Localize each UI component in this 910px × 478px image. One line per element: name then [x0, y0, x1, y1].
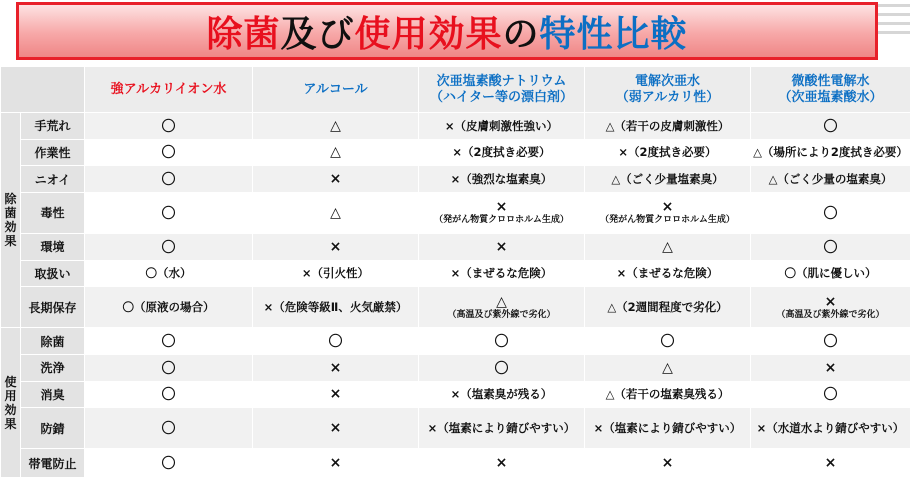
title-banner — [16, 2, 878, 60]
row-label: 消臭 — [21, 381, 85, 408]
row-label: 防錆 — [21, 408, 85, 449]
table-cell: △（若干の塩素臭残る） — [585, 381, 751, 408]
table-row — [1, 328, 910, 355]
group-label-usage: 使 用 効 果 — [1, 328, 21, 478]
row-label: 取扱い — [21, 260, 85, 287]
table-cell: 〇 — [751, 233, 910, 260]
table-cell: △（ごく少量の塩素臭） — [751, 166, 910, 193]
table-cell: 〇 — [585, 328, 751, 355]
table-cell: × — [253, 166, 419, 193]
table-cell: ×（2度拭き必要） — [585, 139, 751, 166]
table-cell: △ （高温及び紫外線で劣化） — [419, 287, 585, 328]
table-cell: × — [751, 449, 910, 478]
row-label: 帯電防止 — [21, 449, 85, 478]
row-label: 洗浄 — [21, 354, 85, 381]
group-label-disinfection: 除 菌 効 果 — [1, 113, 21, 328]
table-cell: × （発がん物質クロロホルム生成） — [419, 192, 585, 233]
table-cell: × （発がん物質クロロホルム生成） — [585, 192, 751, 233]
table-cell: × — [253, 354, 419, 381]
table-cell: 〇 — [253, 328, 419, 355]
table-cell: △（2週間程度で劣化） — [585, 287, 751, 328]
table-cell: ×（危険等級Ⅱ、火気厳禁） — [253, 287, 419, 328]
table-cell: 〇 — [85, 233, 253, 260]
table-cell: 〇（水） — [85, 260, 253, 287]
table-cell: × — [585, 449, 751, 478]
table-cell: 〇 — [85, 139, 253, 166]
row-label: ニオイ — [21, 166, 85, 193]
header-col2: アルコール — [253, 67, 419, 113]
table-cell: △（若干の皮膚刺激性） — [585, 113, 751, 140]
table-cell: 〇 — [85, 449, 253, 478]
table-row — [1, 166, 910, 193]
table-row — [1, 192, 910, 233]
table-cell: ×（2度拭き必要） — [419, 139, 585, 166]
table-cell: × — [253, 381, 419, 408]
table-cell: ×（強烈な塩素臭） — [419, 166, 585, 193]
table-row — [1, 260, 910, 287]
table-cell: 〇 — [85, 408, 253, 449]
table-cell: ×（塩素により錆びやすい） — [419, 408, 585, 449]
table-cell: 〇（原液の場合） — [85, 287, 253, 328]
table-cell: 〇 — [85, 354, 253, 381]
table-cell: × — [419, 233, 585, 260]
table-cell: ×（塩素臭が残る） — [419, 381, 585, 408]
row-label: 作業性 — [21, 139, 85, 166]
table-cell: 〇（肌に優しい） — [751, 260, 910, 287]
table-cell: 〇 — [85, 113, 253, 140]
table-cell: × （高温及び紫外線で劣化） — [751, 287, 910, 328]
table-cell: × — [419, 449, 585, 478]
header-col5: 微酸性電解水 （次亜塩素酸水） — [751, 67, 910, 113]
table-row — [1, 113, 910, 140]
table-cell: ×（まぜるな危険） — [419, 260, 585, 287]
row-label: 環境 — [21, 233, 85, 260]
table-cell: △ — [253, 192, 419, 233]
table-cell: △（ごく少量塩素臭） — [585, 166, 751, 193]
table-cell: 〇 — [419, 328, 585, 355]
table-cell: ×（引火性） — [253, 260, 419, 287]
decorative-lines — [878, 4, 910, 64]
header-corner — [1, 67, 85, 113]
table-cell: 〇 — [751, 328, 910, 355]
table-cell: △ — [253, 139, 419, 166]
table-row — [1, 381, 910, 408]
table-row — [1, 139, 910, 166]
table-cell: × — [253, 408, 419, 449]
table-row — [1, 233, 910, 260]
row-label: 除菌 — [21, 328, 85, 355]
header-row — [1, 67, 910, 113]
page-title: 除菌及び使用効果の特性比較 — [206, 13, 688, 55]
table-cell: × — [253, 449, 419, 478]
table-cell: ×（皮膚刺激性強い） — [419, 113, 585, 140]
header-col3: 次亜塩素酸ナトリウム （ハイター等の漂白剤） — [419, 67, 585, 113]
table-cell: 〇 — [85, 166, 253, 193]
table-cell: 〇 — [419, 354, 585, 381]
table-row — [1, 354, 910, 381]
table-row — [1, 408, 910, 449]
table-cell: 〇 — [85, 328, 253, 355]
row-label: 手荒れ — [21, 113, 85, 140]
table-cell: ×（まぜるな危険） — [585, 260, 751, 287]
table-cell: 〇 — [85, 192, 253, 233]
table-row — [1, 449, 910, 478]
table-cell: 〇 — [85, 381, 253, 408]
table-cell: △ — [585, 354, 751, 381]
row-label: 毒性 — [21, 192, 85, 233]
table-row — [1, 287, 910, 328]
table-cell: 〇 — [751, 192, 910, 233]
table-cell: ×（水道水より錆びやすい） — [751, 408, 910, 449]
table-cell: ×（塩素により錆びやすい） — [585, 408, 751, 449]
table-cell: △（場所により2度拭き必要） — [751, 139, 910, 166]
table-cell: × — [751, 354, 910, 381]
table-cell: △ — [253, 113, 419, 140]
table-cell: 〇 — [751, 113, 910, 140]
table-cell: 〇 — [751, 381, 910, 408]
comparison-table — [0, 66, 910, 478]
table-cell: △ — [585, 233, 751, 260]
table-cell: × — [253, 233, 419, 260]
header-col4: 電解次亜水 （弱アルカリ性） — [585, 67, 751, 113]
row-label: 長期保存 — [21, 287, 85, 328]
header-col1: 強アルカリイオン水 — [85, 67, 253, 113]
